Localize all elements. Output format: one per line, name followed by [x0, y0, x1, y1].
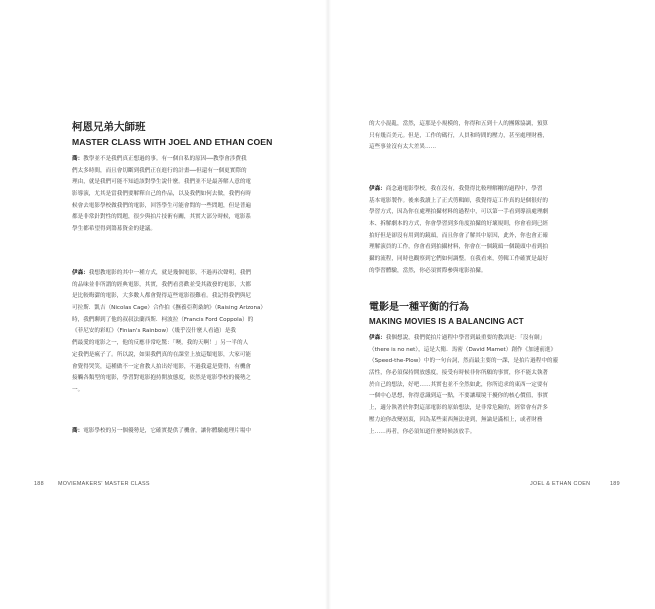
paragraph-line: （there is no net），這是大衛．馬密（David Mamet）創作《加速前進》 [369, 346, 557, 353]
paragraph-continued [369, 119, 595, 154]
paragraph-line: 是比較晦澀的電影，大多數人都會覺得這些電影很難看。我記得我們與尼 [72, 293, 252, 300]
speaker-label: 伊森： [72, 270, 89, 276]
paragraph-line: 上……再者，你必須知道什麼時候該放手。 [369, 428, 476, 435]
paragraph-line: 的大小混亂，當然，這那是小規模的，你得和五到十人的團隊協調，預算 [369, 121, 549, 127]
paragraph-line: 喬：電影學校的另一個優勢是，它確實提供了機會，讓你體驗處理片場中 [72, 428, 252, 434]
chapter-title-zh: 柯恩兄弟大師班 [72, 121, 146, 133]
paragraph-line: 本、拆解劇本的方式，你會學習到多角度拍攝的好壞規則，你會看到已經 [369, 221, 549, 228]
paragraph-joel-2 [72, 426, 298, 438]
speaker-label: 喬： [72, 156, 84, 162]
section-title-zh: 電影是一種平衡的行為 [369, 302, 469, 313]
speaker-label: 伊森： [369, 186, 386, 192]
speaker-label: 伊森： [369, 335, 386, 341]
paragraph-line: 基本電影製作。後來我讀上了正式剪輯師，我覺得這工作真的是個很好的 [369, 197, 549, 204]
paragraph-line: 於自己的想法，好吧……其實也並不全然如此，你所追求的東西一定要有 [369, 381, 549, 388]
paragraph-line: 喬：教學並不是我們真正想過的事。有一個自私的原因──教學會涉費我 [72, 156, 247, 162]
paragraph-line: 拍好但是卻沒有用到的鏡頭，而且你會了解其中原因，此外，你也會正確 [369, 232, 549, 239]
paragraph-line: 都是非常針對性的問題，很少與拍片技術有關，其實大部分時候，電影系 [72, 214, 252, 221]
paragraph-line: 定我們是瘋子了。所以說，如果我們真的在課堂上放這類電影，大家可能 [72, 351, 252, 358]
paragraph-line: 的品味並非所謂的經典電影，其實，我們看喜歡並受其啟發的電影，大都 [72, 281, 252, 288]
paragraph-line: 只有幾百美元。但是，工作的碼行，人員和時間的壓力，甚至處理財務， [369, 132, 549, 139]
paragraph-line: 上，適分執著於你對這部電影的原始想法，是非常危險的，經常會有許多 [369, 405, 549, 412]
paragraph-line: 時，我們聊到了他的叔叔法蘭西斯．柯波拉（Francis Ford Coppola）的 [72, 316, 254, 323]
section-title-en: MAKING MOVIES IS A BALANCING ACT [369, 317, 524, 326]
paragraph-line: 一。 [72, 386, 84, 393]
paragraph-line: 的學習體驗，當然，你必須實際參與電影拍攝。 [369, 267, 487, 274]
paragraph-line: 可拉斯．凱吉（Nicolas Cage）合作拍《撫養亞利桑納》（Raising Arizona） [72, 305, 267, 312]
chapter-title-en: MASTER CLASS WITH JOEL AND ETHAN COEN [72, 137, 273, 147]
page-number-left: 188 [34, 481, 44, 487]
paragraph-line: 們最愛的電影之一，他的反應非常吃驚：「噢，我的天啊！」另一半的人 [72, 340, 249, 347]
running-head-right: JOEL & ETHAN COEN [530, 481, 591, 487]
paragraph-ethan-3 [369, 333, 595, 438]
paragraph-line: 學生都希望得到籌募資金的建議。 [72, 226, 156, 233]
paragraph-line: 接觸各類型的電影，學習對電影抱持開放態度，依然是電影學校的優勢之 [72, 375, 252, 382]
paragraph-line: 攝的流程，同時也觀察到它們如何調整。在我看來，剪輯工作確實是最好 [369, 256, 549, 263]
paragraph-line: 一個中心思想，你得意識到這一點，不要讓環境干擾你的核心價值，事實 [369, 393, 549, 400]
paragraph-line: 影導演，尤其是當我們要解釋自己的作品，以及我們如何去做，我們有時 [72, 191, 252, 198]
paragraph-line: 候會去電影學校做我們的電影，回答學生可能會問的一些問題，但是普遍 [72, 202, 252, 209]
paragraph-line: 《菲尼安的彩虹》（Finian's Rainbow）（幾乎沒什麼人看過）是我 [72, 328, 236, 335]
page-number-right: 189 [610, 481, 620, 487]
paragraph-line: 活性，你必須保持開放態度，接受有時候非你所願的事實，你不能太執著 [369, 370, 549, 377]
speaker-label: 喬： [72, 428, 84, 434]
paragraph-line: 壓力迫你改變初衷，因為某些東西無法達到，無論是滿相上，或者財務 [369, 416, 543, 423]
paragraph-line: 伊森：我想教電影的其中一種方式，就是幾個電影，不過再次聲明，我們 [72, 270, 252, 276]
paragraph-line: 學習方式，因為你在處理拍攝材料的過程中，可以第一手看到導演處理劇 [369, 209, 549, 216]
paragraph-line: 伊森：商念過電影學校，我在沒有，我覺得比較理解剛的過程中，學習 [369, 186, 543, 192]
paragraph-ethan-2 [369, 184, 595, 278]
paragraph-line: 會覺得哭笑，這種做不一定會教人拍出好電影，不過我還是覺得，有機會 [72, 363, 252, 370]
paragraph-line: 們太多時間，而且會切斷到我們正在進行的計畫──但還有一個更實際的 [72, 167, 247, 174]
paragraph-line: 理由，就是我們可能不知道該對學生說什麼。我們並不是最善解人意的電 [72, 179, 252, 186]
paragraph-ethan-1 [72, 268, 298, 397]
paragraph-line: 理解演員的工作，你會看到拍攝材料，你會在一個鏡頭一個鏡頭中看到拍 [369, 244, 549, 251]
paragraph-line: （Speed-the-Plow）中的一句台詞，然而最主要的一課，是拍片過程中的靈 [369, 358, 559, 365]
paragraph-line: 這些事並沒有太大差異…… [369, 144, 437, 151]
paragraph-line: 伊森：我個想說，我們從拍片過程中學習到最重要的教訓是：「沒有網」 [369, 335, 546, 341]
page-gutter [325, 0, 331, 609]
running-head-left: MOVIEMAKERS' MASTER CLASS [58, 481, 150, 487]
paragraph-joel-1 [72, 154, 298, 236]
